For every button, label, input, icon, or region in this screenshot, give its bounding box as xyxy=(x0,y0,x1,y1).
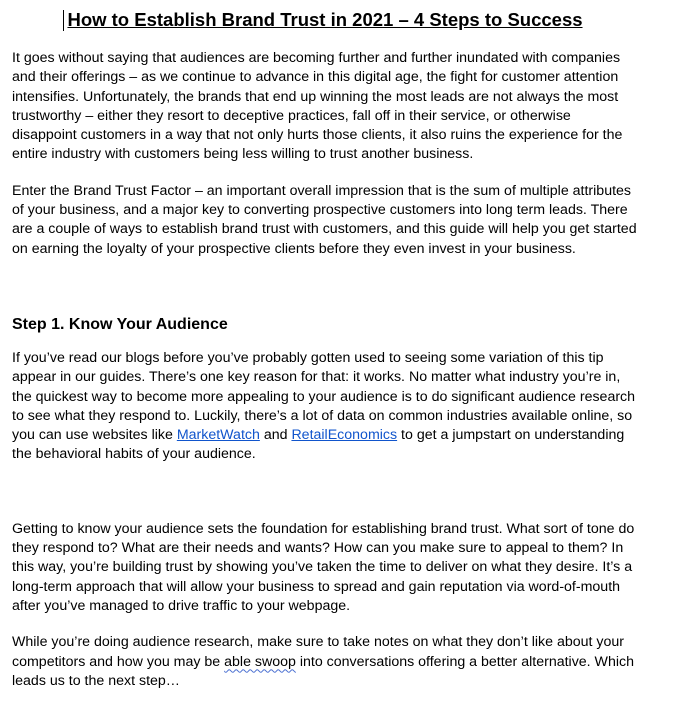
step-1-p3-text-before: While you’re doing audience research, make sure to take notes on what they don’t like about your competitors and how you may be xyxy=(12,634,624,670)
step-1-paragraph-1 xyxy=(12,349,638,465)
step-1-paragraph-3 xyxy=(12,633,638,691)
step-1-p3-text-after: into conversations offering a better alternative. Which leads us to the next step… xyxy=(12,653,634,689)
document-body[interactable] xyxy=(12,8,638,691)
intro-paragraph-1: It goes without saying that audiences are becoming further and further inundated with companies and their offerings – as we continue to advance in this digital age, the fight for customer attention intensifies. Unfortunately, the brands that end up winning the most leads are not always the most trustworthy – either they resort to deceptive practices, fall off in their service, or otherwise disappoint customers in a way that not only hurts those clients, it also ruins the experience for the entire industry with customers being less willing to trust another business. xyxy=(12,50,623,163)
step-1-p1-text-after: to get a jumpstart on understanding the behavioral habits of your audience. xyxy=(12,427,625,463)
step-1-heading: Step 1. Know Your Audience xyxy=(12,315,228,333)
document-title-text: How to Establish Brand Trust in 2021 – 4 Steps to Success xyxy=(67,9,583,30)
step-1-p1-text-before: If you’ve read our blogs before you’ve probably gotten used to seeing some variation of this tip appear in our guides. There’s one key reason for that: it works. No matter what industry you’re in, the quickest way to become more appealing to your audience is to do significant audience research to see what they respond to. Luckily, there’s a lot of data on common industries available online, so you can use websites like xyxy=(12,349,636,444)
retaileconomics-link[interactable]: RetailEconomics xyxy=(291,427,398,444)
document-title xyxy=(12,8,638,32)
step-1-p1-text-middle: and xyxy=(259,427,292,444)
grammar-flagged-phrase[interactable]: able swoop xyxy=(224,653,296,670)
step-1-paragraph-2: Getting to know your audience sets the foundation for establishing brand trust. What sort of tone do they respond to? What are their needs and wants? How can you make sure to appeal to them? In this way, you’re building trust by showing you’ve taken the time to deliver on what they desire. It’s a long-term approach that will allow your business to spread and gain reputation via word-of-mouth after you’ve managed to drive traffic to your webpage. xyxy=(12,520,635,614)
intro-paragraph-2: Enter the Brand Trust Factor – an important overall impression that is the sum of multiple attributes of your business, and a major key to converting prospective customers into long term leads. There are a couple of ways to establish brand trust with customers, and this guide will help you get started on earning the loyalty of your prospective clients before they even invest in your business. xyxy=(12,182,637,257)
text-cursor xyxy=(63,10,64,31)
marketwatch-link[interactable]: MarketWatch xyxy=(176,427,260,444)
